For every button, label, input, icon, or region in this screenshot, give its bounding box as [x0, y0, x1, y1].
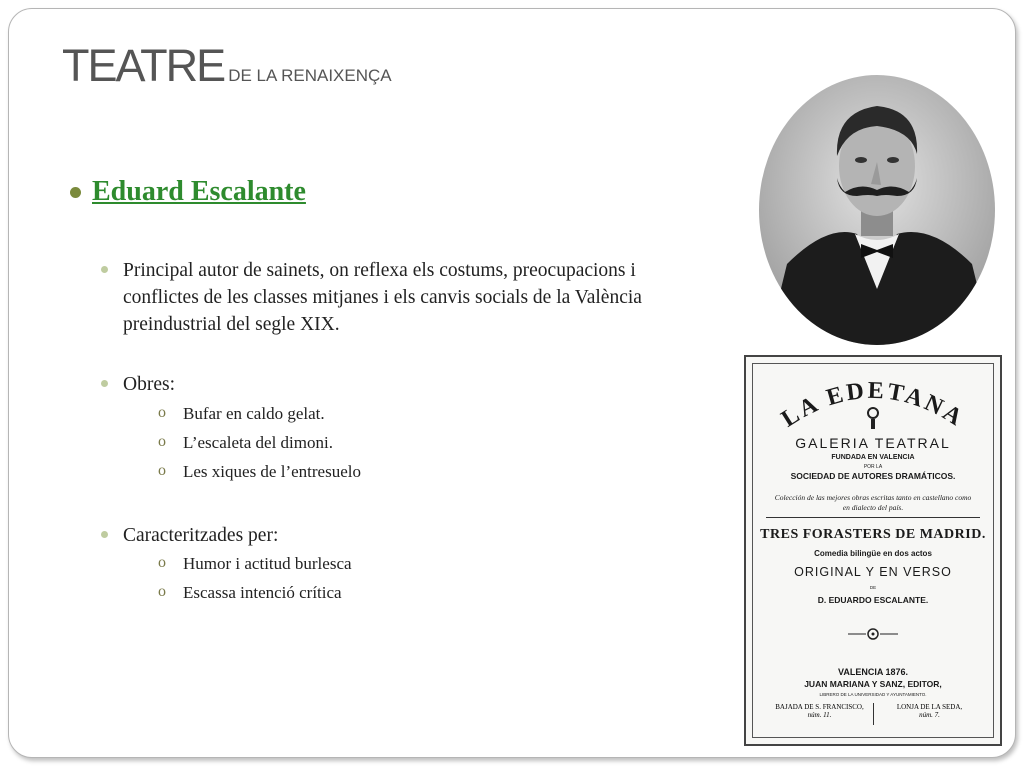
- title-page-image: [744, 355, 1002, 746]
- heading-bullet: [70, 187, 81, 198]
- intro-bullet: [101, 266, 108, 273]
- works-label: Obres:: [123, 374, 175, 395]
- arc-title-text: LA EDETANA: [776, 377, 969, 433]
- title-main: TEATRE: [62, 40, 225, 91]
- works-bullet: [101, 380, 108, 387]
- poster-gallery: GALERIA TEATRAL: [795, 435, 951, 451]
- ornament-icon: [868, 408, 878, 418]
- list-marker: o: [158, 583, 166, 600]
- ornament-icon: [848, 627, 898, 641]
- intro-text: Principal autor de sainets, on reflexa els costums, preocupacions i conflictes de les classes mitjanes i els canvis socials de la València preindustrial del segle XIX.: [123, 260, 642, 335]
- poster-address-1: [766, 703, 873, 719]
- arc-title: [746, 357, 1000, 437]
- heading-link-eduard-escalante[interactable]: Eduard Escalante: [92, 176, 306, 207]
- poster-por-la: POR LA: [863, 464, 883, 470]
- slide-title: [62, 40, 392, 92]
- poster-de: DE: [869, 585, 877, 590]
- poster-publisher-note: LIBRERO DE LA UNIVERSIDAD Y AYUNTAMIENTO.: [819, 692, 927, 697]
- poster-genre: Comedia bilingüe en dos actos: [814, 549, 932, 558]
- traits-bullet: [101, 531, 108, 538]
- title-sub: DE LA RENAIXENÇA: [228, 66, 392, 85]
- poster-play-title: TRES FORASTERS DE MADRID.: [760, 527, 986, 542]
- poster-addr2-num: núm. 7.: [919, 711, 940, 719]
- poster-addr1-street: BAJADA DE S. FRANCISCO,: [775, 703, 864, 711]
- list-marker: o: [158, 404, 166, 421]
- trait-item: Humor i actitud burlesca: [183, 554, 352, 573]
- poster-author: D. EDUARDO ESCALANTE.: [817, 595, 929, 605]
- portrait-photo: [757, 74, 997, 346]
- poster-addr2-street: LONJA DE LA SEDA,: [896, 703, 963, 711]
- poster-city-year: VALENCIA 1876.: [837, 667, 909, 677]
- poster-publisher: JUAN MARIANA Y SANZ, EDITOR,: [804, 679, 942, 689]
- list-marker: o: [158, 433, 166, 450]
- poster-addr1-num: núm. 11.: [807, 711, 832, 719]
- list-marker: o: [158, 462, 166, 479]
- traits-label: Caracteritzades per:: [123, 525, 279, 546]
- poster-address-2: [876, 703, 983, 719]
- poster-divider: [766, 517, 980, 518]
- list-marker: o: [158, 554, 166, 571]
- trait-item: Escassa intenció crítica: [183, 583, 342, 602]
- work-item: Les xiques de l’entresuelo: [183, 462, 361, 481]
- poster-collection-2: en dialecto del país.: [842, 503, 904, 512]
- poster-founded: FUNDADA EN VALENCIA: [831, 454, 915, 461]
- work-item: Bufar en caldo gelat.: [183, 404, 325, 423]
- poster-society: SOCIEDAD DE AUTORES DRAMÁTICOS.: [790, 471, 956, 481]
- poster-collection-1: Colección de las mejores obras escritas tanto en castellano como: [774, 493, 972, 502]
- poster-original: ORIGINAL Y EN VERSO: [794, 565, 952, 579]
- poster-address-divider: [873, 703, 874, 725]
- work-item: L’escaleta del dimoni.: [183, 433, 333, 452]
